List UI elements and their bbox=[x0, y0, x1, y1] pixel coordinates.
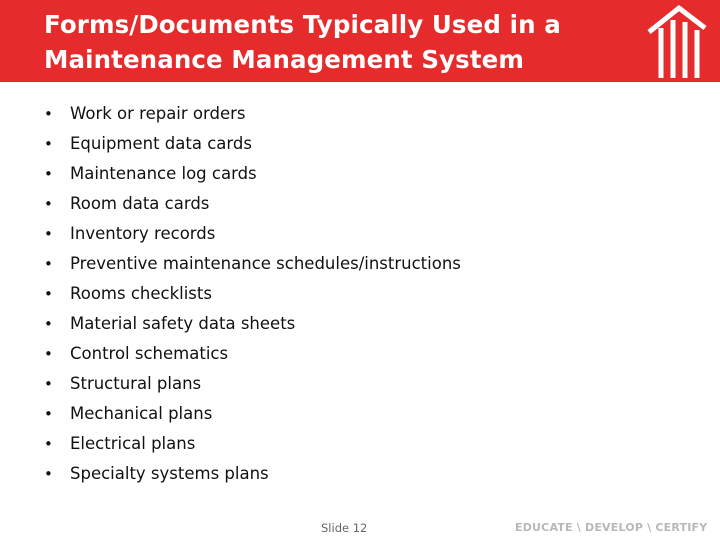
bullet-text: Equipment data cards bbox=[70, 134, 252, 153]
bullet-text: Inventory records bbox=[70, 224, 216, 243]
building-roof-logo-icon bbox=[646, 4, 708, 80]
footer-tagline: EDUCATE \ DEVELOP \ CERTIFY bbox=[515, 521, 708, 534]
bullet-dot: • bbox=[44, 465, 53, 483]
bullet-text: Electrical plans bbox=[70, 434, 196, 453]
bullet-dot: • bbox=[44, 345, 53, 363]
bullet-dot: • bbox=[44, 285, 53, 303]
bullet-text: Structural plans bbox=[70, 374, 202, 393]
bullet-text: Rooms checklists bbox=[70, 284, 212, 303]
bullet-dot: • bbox=[44, 165, 53, 183]
bullet-text: Preventive maintenance schedules/instructions bbox=[70, 254, 461, 273]
bullet-text: Work or repair orders bbox=[70, 104, 246, 123]
bullet-dot: • bbox=[44, 315, 53, 333]
bullet-text: Mechanical plans bbox=[70, 404, 213, 423]
title-bar bbox=[0, 0, 720, 82]
slide-title: Forms/Documents Typically Used in a Maintenance Management System bbox=[44, 10, 561, 74]
bullet-dot: • bbox=[44, 225, 53, 243]
bullet-dot: • bbox=[44, 405, 53, 423]
bullet-dot: • bbox=[44, 135, 53, 153]
bullet-text: Maintenance log cards bbox=[70, 164, 257, 183]
bullet-text: Material safety data sheets bbox=[70, 314, 296, 333]
slide-number: Slide 12 bbox=[321, 521, 368, 535]
bullet-text: Control schematics bbox=[70, 344, 229, 363]
bullet-text: Room data cards bbox=[70, 194, 210, 213]
bullet-dot: • bbox=[44, 105, 53, 123]
bullet-dot: • bbox=[44, 255, 53, 273]
bullet-dot: • bbox=[44, 375, 53, 393]
bullet-dot: • bbox=[44, 195, 53, 213]
bullet-dot: • bbox=[44, 435, 53, 453]
bullet-text: Specialty systems plans bbox=[70, 464, 269, 483]
